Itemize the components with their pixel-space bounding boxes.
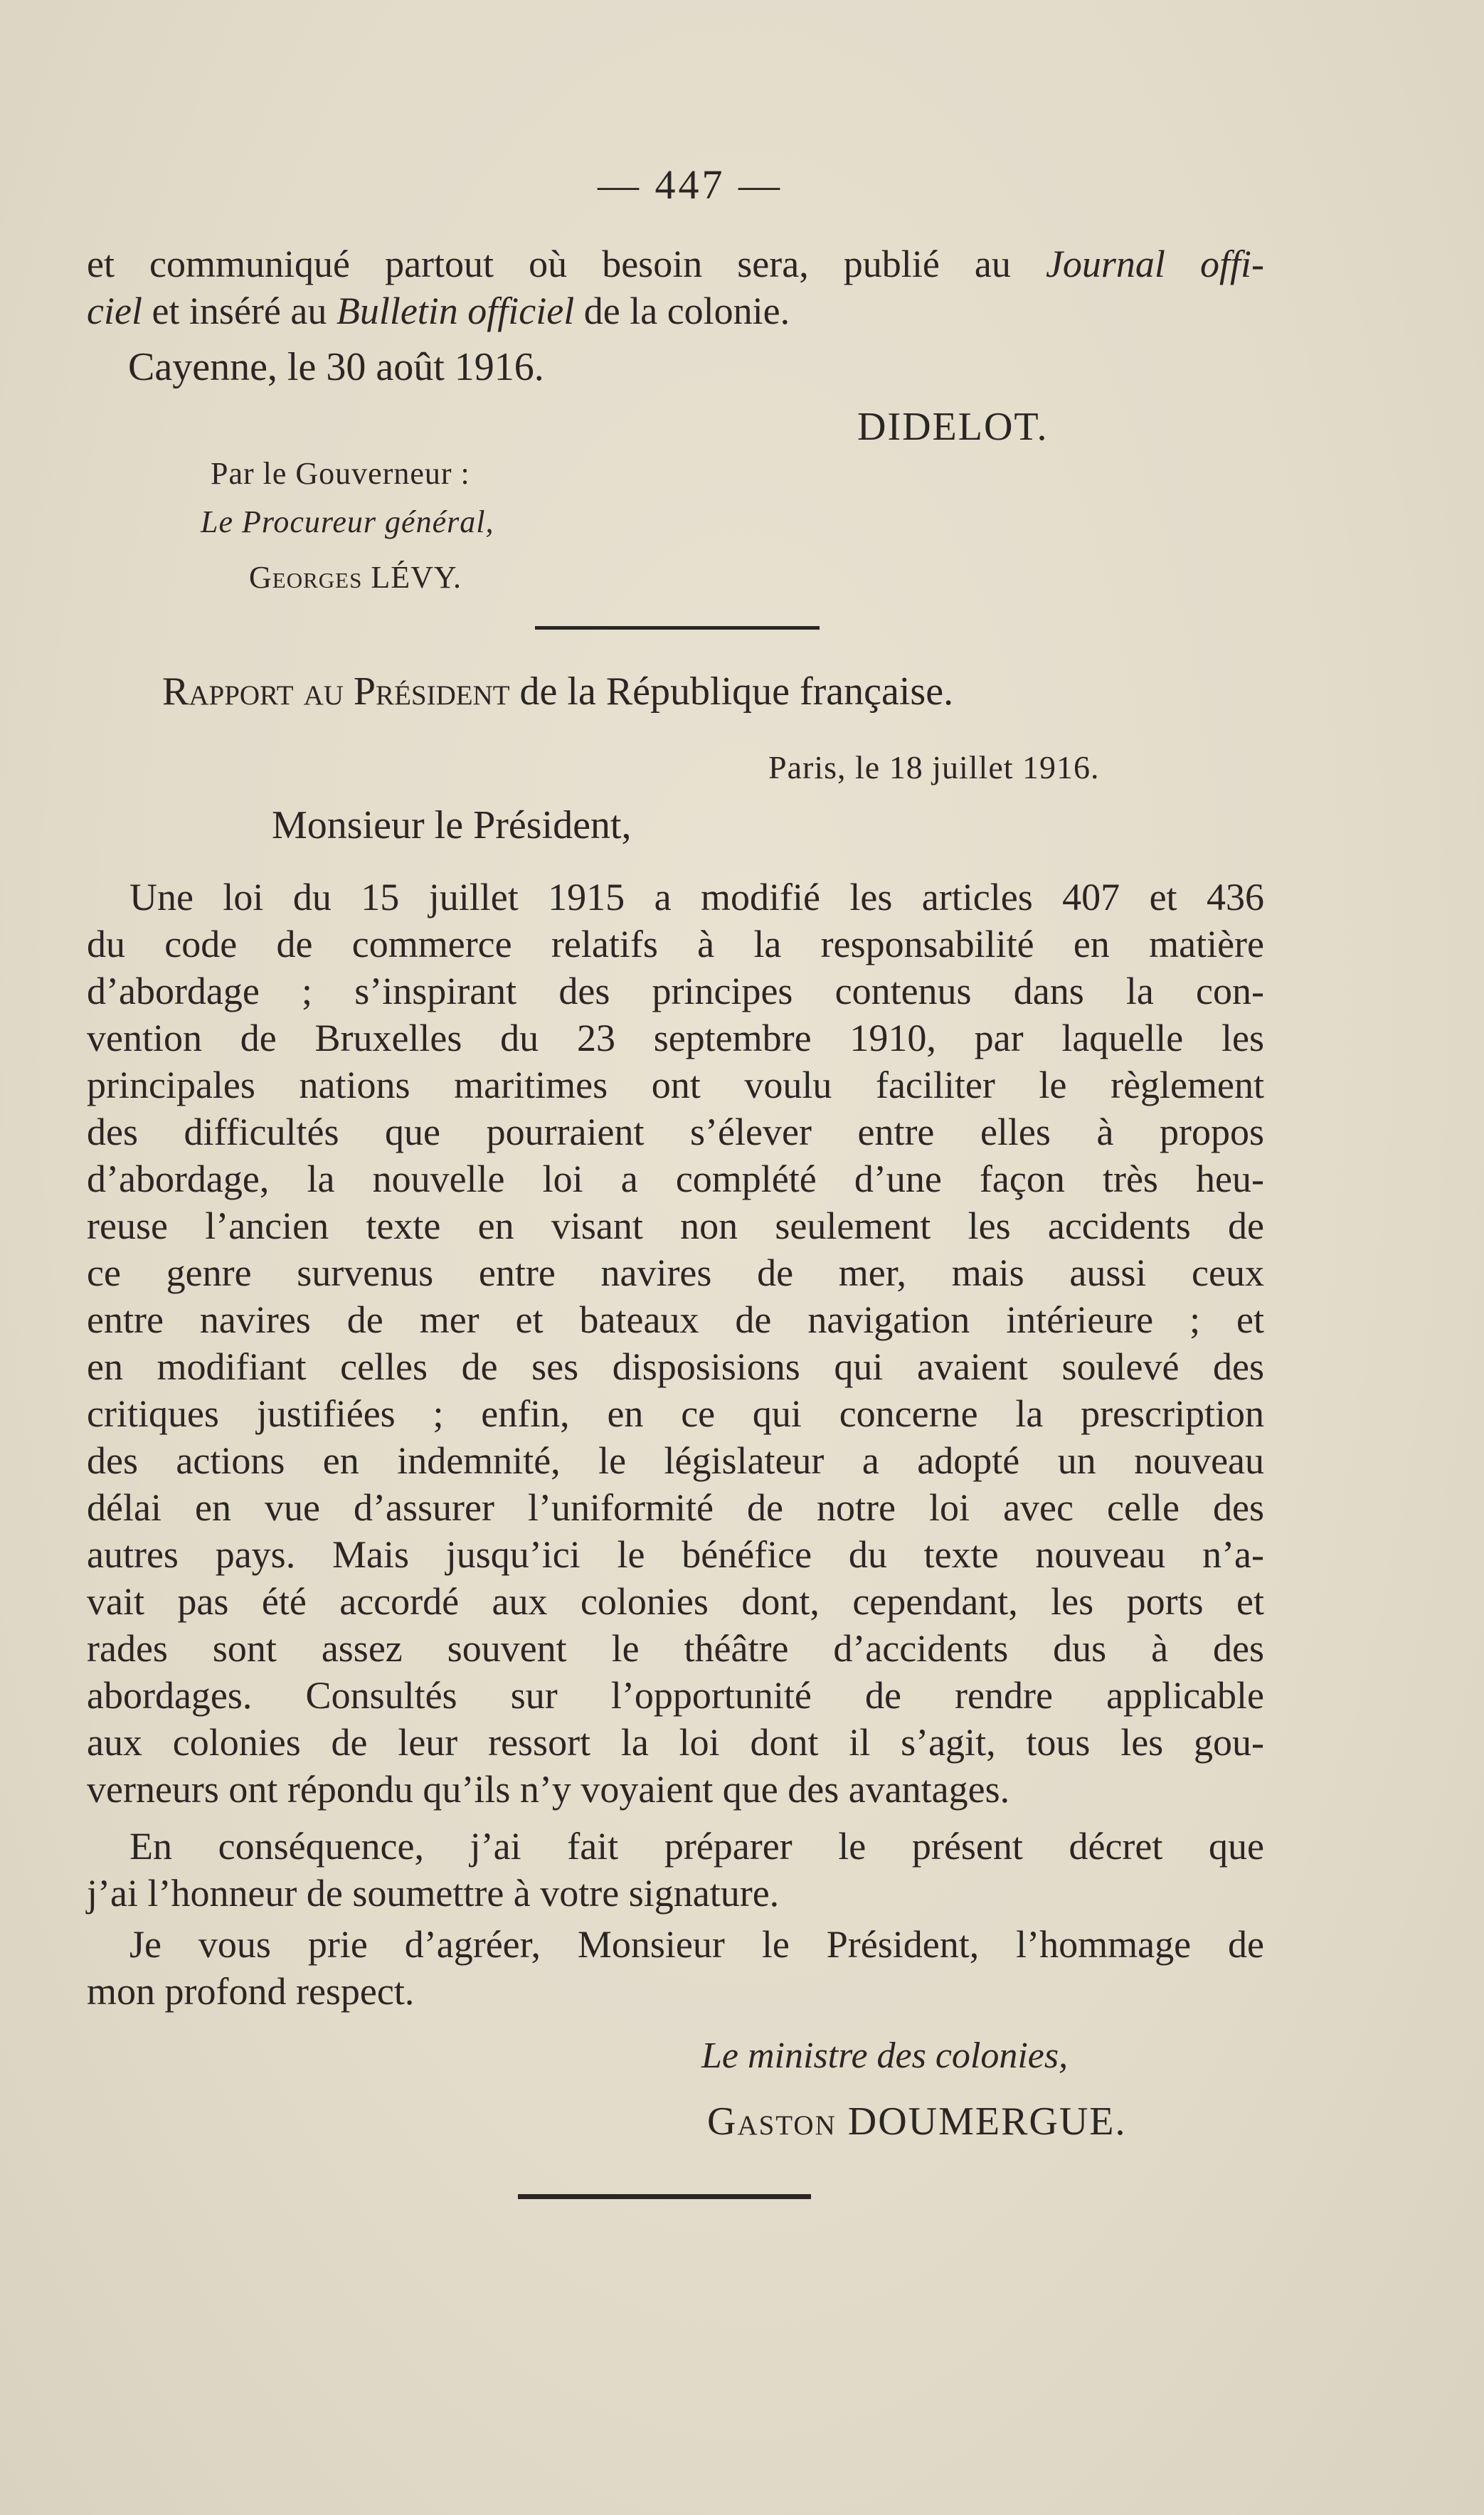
body-line: en modifiant celles de ses disposisions qui avaient soulevé des [87,1345,1264,1388]
salutation: Monsieur le Président, [272,803,632,847]
body-line: du code de commerce relatifs à la responsabilité en matière [87,923,1264,965]
body-line: d’abordage, la nouvelle loi a complété d’une façon très heu- [87,1158,1264,1200]
consequence-paragraph [87,1823,1264,1917]
body-line: aux colonies de leur ressort la loi dont il s’agit, tous les gou- [87,1721,1264,1764]
intro-line-1: et communiqué partout où besoin sera, publié au Journal offi- [87,243,1265,285]
body-line: entre navires de mer et bateaux de navigation intérieure ; et [87,1298,1264,1341]
body-line: abordages. Consultés sur l’opportunité de rendre applicable [87,1674,1264,1717]
body-line: rades sont assez souvent le théâtre d’accidents dus à des [87,1627,1264,1670]
countersign-by: Par le Gouverneur : [211,456,470,491]
report-date: Paris, le 18 juillet 1916. [768,749,1100,785]
body-line: j’ai l’honneur de soumettre à votre signature. [87,1872,780,1915]
report-heading: Rapport au Président de la République française. [162,669,954,714]
place-date: Cayenne, le 30 août 1916. [128,345,544,389]
body-line: autres pays. Mais jusqu’ici le bénéfice du texte nouveau n’a- [87,1533,1264,1576]
body-line: d’abordage ; s’inspirant des principes contenus dans la con- [87,970,1264,1012]
body-paragraph [87,874,1264,1813]
body-line: vention de Bruxelles du 23 septembre 1910, par laquelle les [87,1017,1264,1059]
body-line: mon profond respect. [87,1970,415,2013]
body-line: verneurs ont répondu qu’ils n’y voyaient que des avantages. [87,1768,1010,1811]
body-line: En conséquence, j’ai fait préparer le présent décret que [129,1825,1264,1868]
page-number: — 447 — [598,162,783,208]
section-divider [535,626,820,630]
body-line: des difficultés que pourraient s’élever entre elles à propos [87,1111,1264,1153]
end-divider [518,2194,811,2199]
body-line: reuse l’ancien texte en visant non seulement les accidents de [87,1204,1264,1247]
countersign-title: Le Procureur général, [201,504,494,539]
respect-paragraph [87,1921,1264,2015]
countersign-name: Georges LÉVY. [249,560,462,595]
body-line: ce genre survenus entre navires de mer, mais aussi ceux [87,1251,1264,1294]
body-line: délai en vue d’assurer l’uniformité de notre loi avec celle des [87,1486,1264,1529]
body-line: Une loi du 15 juillet 1915 a modifié les articles 407 et 436 [129,876,1264,918]
governor-signature: DIDELOT. [857,405,1049,449]
body-line: vait pas été accordé aux colonies dont, cependant, les ports et [87,1580,1264,1623]
body-line: des actions en indemnité, le législateur a adopté un nouveau [87,1439,1264,1482]
intro-paragraph [87,240,1264,334]
body-line: Je vous prie d’agréer, Monsieur le Président, l’hommage de [129,1923,1264,1966]
minister-name: Gaston DOUMERGUE. [707,2100,1127,2144]
body-line: principales nations maritimes ont voulu faciliter le règlement [87,1064,1264,1106]
body-line: critiques justifiées ; enfin, en ce qui concerne la prescription [87,1392,1264,1435]
minister-title: Le ministre des colonies, [701,2035,1069,2076]
intro-line-2: ciel et inséré au Bulletin officiel de la colonie. [87,290,790,332]
